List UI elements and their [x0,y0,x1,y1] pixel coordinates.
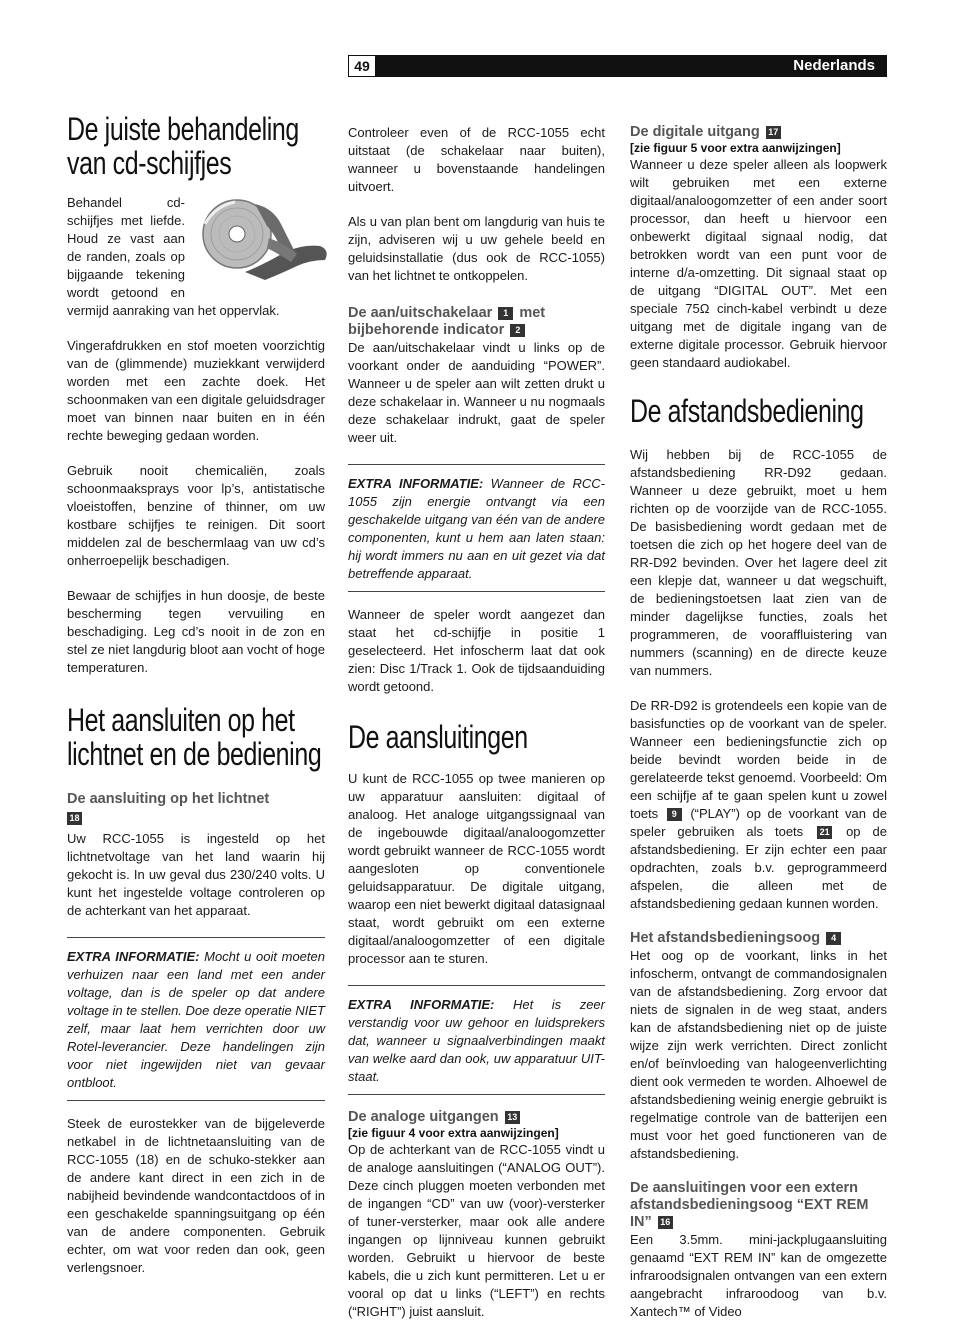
ref-badge-17: 17 [766,126,781,139]
para-plug: Steek de eurostekker van de bijgeleverde netkabel in de lichtnetaansluiting van de RCC-1055 (18) en de schuko-stekker aan de andere kant direct in een zich in de nabijheid bevindende wandcontactdoos of in een geschakelde spanningsuitgang op één van de andere componenten. Gebruik echter, om wat voor reden dan ook, geen verlengsnoer. [67,1116,325,1275]
subheading-analog: De analoge uitgangen 13 [348,1109,605,1126]
ref-badge-9: 9 [667,808,682,821]
heading-mains: Het aansluiten op het lichtnet en de bediening [67,702,322,772]
heading-cd-handling: De juiste behandeling van cd-schijfjes [67,111,299,181]
para-connections: U kunt de RCC-1055 op twee manieren op uw apparatuur aansluiten: digitaal of analoog. Het analoge uitgangssignaal van de ingebouwde digitaal/analoogomzetter wordt gebruikt wanneer de RCC-1055 wordt aangesloten op conventionele geluidsapparatuur. De digitale uitgang, waarop een niet bewerkt digitaal datasignaal staat, wordt gebruikt om een externe digitaal/analoogomzetter of een digitale processor aan te sturen. [348,771,605,966]
para-power: De aan/uitschakelaar vindt u links op de voorkant onder de aanduiding “POWER”. Wanneer u de speler aan wilt zetten drukt u deze schakelaar in. Wanneer u nu nogmaals deze schakelaar indrukt, gaat de speler weer uit. [348,340,605,445]
note-label: EXTRA INFORMATIE: [67,949,200,964]
para-away: Als u van plan bent om langdurig van huis te zijn, adviseren wij u uw gehele beeld en geluidsinstallatie (dus ook de RCC-1055) van het lichtnet te ontkoppelen. [348,214,605,283]
ref-badge-2: 2 [510,324,525,337]
cd-handling-illustration [185,194,335,289]
column-3 [630,124,887,1321]
note-connections-text: Het is zeer verstandig voor uw gehoor en luidsprekers dat, wanneer u signaalverbindingen maakt van welke aard dan ook, uw apparatuur UIT-staat. [348,997,605,1084]
para-disc1: Wanneer de speler wordt aangezet dan staat het cd-schijfje in positie 1 geselecteerd. Het infoscherm laat dat ook zien: Disc 1/Track 1. Ook de tijdsaanduiding wordt getoond. [348,607,605,694]
ref-figure-4: [zie figuur 4 voor extra aanwijzingen] [348,1126,559,1140]
para-handling-intro: Behandel cd-schijfjes met liefde. Houd ze vast aan de randen, zoals op bijgaande tekening wordt getoond en vermijd aanraking van het oppervlak. [67,195,280,318]
para-ext-rem: Een 3.5mm. mini-jackplugaansluiting genaamd “EXT REM IN” kan de omgezette infraroodsignalen ontvangen van een extern aangebracht infraroodoog van b.v. Xantech™ of Video [630,1232,887,1319]
ref-badge-21: 21 [817,826,832,839]
para-analog: Op de achterkant van de RCC-1055 vindt u de analoge aansluitingen (“ANALOG OUT”). Deze cinch pluggen moeten verbonden met de ingangen “CD” van uw (voor)-versterker of tuner-versterker, maar ook alle andere ingangen op lijnniveau kunnen gebruikt worden. Gebruikt u hiervoor de beste kabels, die u zich kunt permitteren. Let u er vooral op dat u links (“LEFT”) en rechts (“RIGHT”) juist aansluit. [348,1142,605,1319]
ref-badge-16: 16 [658,1216,673,1229]
ref-figure-5: [zie figuur 5 voor extra aanwijzingen] [630,141,841,155]
ref-badge-4: 4 [826,932,841,945]
note-connections [348,985,605,1095]
ref-badge-1: 1 [498,307,513,320]
subheading-ext-rem: De aansluitingen voor een extern afstandsbedieningsoog “EXT REM IN” 16 [630,1180,869,1230]
page-header [348,55,887,77]
note-voltage-text: Mocht u ooit moeten verhuizen naar een land met een ander voltage, dan is de speler op dat andere voltage in te stellen. Doe deze operatie NIET zelf, maar laat hem verrichten door uw Rotel-leverancier. Deze handelingen zijn voor niet ingewijden niet van gevaar ontbloot. [67,949,325,1090]
note-power [348,464,605,592]
para-voltage: Uw RCC-1055 is ingesteld op het lichtnetvoltage van het land waarin hij gekocht is. In uw geval dus 230/240 volts. U kunt het ingestelde voltage controleren op de achterkant van het apparaat. [67,831,325,918]
subheading-sensor: Het afstandsbedieningsoog 4 [630,930,887,947]
para-sensor: Het oog op de voorkant, links in het infoscherm, ontvangt de commandosignalen van de afstandsbediening. Zorg ervoor dat niets de signalen in de weg staat, anders kan de afstandsbediening niet op de juiste wijze zijn werk verrichten. Direct zonlicht en/of beïnvloeding van halogeenverlichting dient ook vermeden te worden. Alhoewel de afstandsbediening weinig energie gebruikt is regelmatige controle van de batterijen een must voor het goed functioneren van de afstandsbediening. [630,948,887,1161]
para-check: Controleer even of de RCC-1055 echt uitstaat (de schakelaar naar buiten), wanneer u bovenstaande handelingen uitvoert. [348,125,605,194]
note-label: EXTRA INFORMATIE: [348,997,495,1012]
para-remote1: Wij hebben bij de RCC-1055 de afstandsbediening RR-D92 gedaan. Wanneer u deze gebruikt, moet u hem richten op de voorzijde van de RCC-1055. De basisbediening wordt gedaan met de toetsen die zich op het hogere deel van de RR-D92 bevinden. Over het lagere deel zit een klepje dat, wanneer u dat wegschuift, de bedieningstoetsen laat zien van de minder dagelijkse functies, zoals het programmeren, de vooraffluistering van nummers (scanning) en de directe keuze van nummers. [630,447,887,678]
subheading-digital: De digitale uitgang 17 [630,124,887,141]
note-voltage [67,937,325,1101]
note-label: EXTRA INFORMATIE: [348,476,484,491]
column-1 [67,112,325,1294]
language-label: Nederlands [793,57,875,74]
subheading-power: De aan/uitschakelaar 1 met bijbehorende indicator 2 [348,305,546,338]
heading-remote: De afstandsbediening [630,393,864,429]
para-digital: Wanneer u deze speler alleen als loopwerk wilt gebruiken met een externe digitaal/analoogomzetter of een ander soort processor, dan heeft u hiervoor een onbewerkt digitaal signaal nodig, dat betrokken wordt van een punt voor de interne d/a-omzetting. Dit signaal staat op de uitgang “DIGITAL OUT”. Met een speciale 75Ω cinch-kabel verbindt u deze uitgang met de digitale ingang van de externe digitale processor. Gebruik hiervoor geen standaard audiokabel. [630,157,887,370]
para-chemicals: Gebruik nooit chemicaliën, zoals schoonmaaksprays voor lp’s, antistatische vloeistoffen, benzine of thinner, om uw kostbare schijfjes te reinigen. Dit soort middelen zal de beschermlaag van uw cd’s onherroepelijk beschadigen. [67,463,325,568]
para-storage: Bewaar de schijfjes in hun doosje, de beste bescherming tegen vervuiling en beschadiging. Leg cd’s nooit in de zon en stel ze niet langdurig bloot aan vocht of hoge temperaturen. [67,588,326,675]
page-number: 49 [348,55,376,77]
para-remote2: De RR-D92 is grotendeels een kopie van de basisfuncties op de voorkant van de speler. Wanneer een bedieningsfunctie zich op beide bevindt worden beide in de gerelateerde tekst genoemd. Voorbeeld: Om een schijfje af te gaan spelen kunt u zowel toets 9 (“PLAY”) op de voorkant van de speler gebruiken als toets 21 op de afstandsbediening. Er zijn echter een paar opdrachten, zoals b.v. geprogrammeerd afspelen, die alleen met de afstandsbediening gedaan kunnen worden. [630,698,887,911]
para-fingerprints: Vingerafdrukken en stof moeten voorzichtig van de (glimmende) muziekkant verwijderd worden met een zachte doek. Het schoonmaken van een digitale geluidsdrager moet van binnen naar buiten en in één rechte beweging gedaan worden. [67,338,326,443]
column-2 [348,124,605,1338]
ref-badge-18: 18 [67,812,82,825]
subheading-mains: De aansluiting op het lichtnet [67,791,270,807]
heading-connections: De aansluitingen [348,719,528,755]
note-power-text: Wanneer de RCC-1055 zijn energie ontvangt via een geschakelde uitgang van één van de andere componenten, kunt u hem aan laten staan: hij wordt immers nu aan en uit gezet via dat betreffende apparaat. [348,476,605,581]
ref-badge-13: 13 [505,1111,520,1124]
